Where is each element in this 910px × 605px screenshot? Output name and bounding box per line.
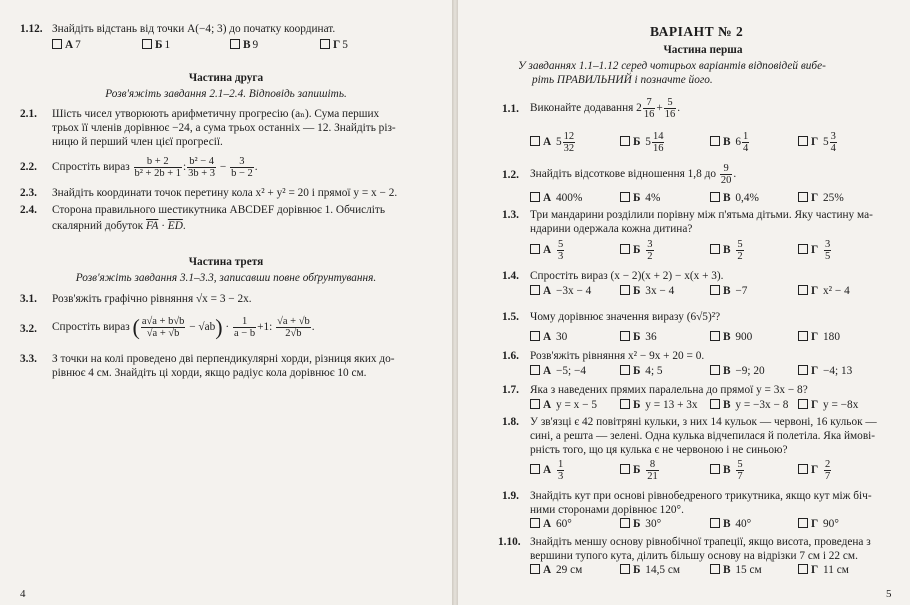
question-number: 3.3. — [20, 353, 37, 365]
option-a[interactable]: А −3x − 4 — [530, 284, 591, 298]
checkbox-icon[interactable] — [52, 39, 62, 49]
checkbox-icon[interactable] — [798, 244, 808, 254]
option-b[interactable]: Б 3x − 4 — [620, 284, 674, 298]
option-c[interactable]: В −7 — [710, 284, 747, 298]
question-text-line: вершини тупого кута, ділить більшу основу на відрізки 7 см і 22 см. — [530, 550, 858, 562]
question-text: Знайдіть відстань від точки A(−4; 3) до початку координат. — [52, 23, 336, 35]
checkbox-icon[interactable] — [620, 136, 630, 146]
option-a[interactable]: А 30 — [530, 330, 567, 344]
variant-title: ВАРІАНТ № 2 — [650, 24, 744, 39]
question-text-line: рівнює 4 см. Знайдіть ці хорди, якщо радіус кола дорівнює 10 см. — [52, 367, 367, 379]
option-c[interactable]: В $\frac{5}{7}$ — [710, 456, 745, 484]
option-d[interactable]: Г 5 — [320, 38, 348, 52]
option-a[interactable]: А $\frac{1}{3}$ — [530, 456, 565, 484]
option-c[interactable]: В −9; 20 — [710, 364, 765, 378]
checkbox-icon[interactable] — [620, 192, 630, 202]
checkbox-icon[interactable] — [798, 331, 808, 341]
option-d[interactable]: Г 11 см — [798, 563, 849, 577]
option-c[interactable]: В 40° — [710, 517, 751, 531]
question-number: 1.8. — [502, 416, 519, 428]
checkbox-icon[interactable] — [620, 244, 630, 254]
part-1-instruction-line: У завданнях 1.1–1.12 серед чотирьох варіантів відповідей вибе- — [518, 60, 826, 72]
option-d[interactable]: Г x² − 4 — [798, 284, 850, 298]
question-text-line: трьох її членів дорівнює −24, а сума трьох останніх — 12. Знайдіть різ- — [52, 122, 396, 134]
checkbox-icon[interactable] — [230, 39, 240, 49]
option-b[interactable]: Б 30° — [620, 517, 661, 531]
question-number: 3.1. — [20, 293, 37, 305]
option-c[interactable]: В 6 $\frac{1}{4}$ — [710, 128, 750, 156]
checkbox-icon[interactable] — [710, 365, 720, 375]
option-d[interactable]: Г y = −8x — [798, 398, 858, 412]
option-d[interactable]: Г −4; 13 — [798, 364, 852, 378]
checkbox-icon[interactable] — [620, 331, 630, 341]
option-b[interactable]: Б y = 13 + 3x — [620, 398, 698, 412]
option-a[interactable]: А 29 см — [530, 563, 582, 577]
question-text-line: сині, а решта — зелені. Одна кулька відчепилася й полетіла. Яка ймові- — [530, 430, 876, 442]
checkbox-icon[interactable] — [798, 518, 808, 528]
right-page — [458, 0, 910, 605]
question-number: 1.6. — [502, 350, 519, 362]
question-number: 1.10. — [498, 536, 521, 548]
question-number: 2.4. — [20, 204, 37, 216]
fraction: $\frac{√a + √b}{2√b}$ — [277, 315, 310, 339]
question-number: 1.9. — [502, 490, 519, 502]
question-number: 1.1. — [502, 103, 519, 115]
question-text-line: Шість чисел утворюють арифметичну прогресію (aₙ). Сума перших — [52, 108, 380, 120]
question-expression: Виконайте додавання 2 $\frac{7}{16}$ + $\frac{5}{16}$ . — [530, 96, 681, 120]
checkbox-icon[interactable] — [530, 285, 540, 295]
checkbox-icon[interactable] — [620, 464, 630, 474]
option-d[interactable]: Г 5 $\frac{3}{4}$ — [798, 128, 838, 156]
left-page — [0, 0, 452, 605]
checkbox-icon[interactable] — [710, 399, 720, 409]
checkbox-icon[interactable] — [530, 244, 540, 254]
option-b[interactable]: Б $\frac{3}{2}$ — [620, 236, 655, 264]
checkbox-icon[interactable] — [142, 39, 152, 49]
part-3-instruction: Розв'яжіть завдання 3.1–3.3, записавши повне обґрунтування. — [75, 272, 377, 284]
question-number: 3.2. — [20, 323, 37, 335]
option-c[interactable]: В $\frac{5}{2}$ — [710, 236, 745, 264]
option-a[interactable]: А 60° — [530, 517, 572, 531]
checkbox-icon[interactable] — [620, 285, 630, 295]
question-number: 2.1. — [20, 108, 37, 120]
page-number: 4 — [20, 588, 26, 600]
question-number: 2.2. — [20, 161, 37, 173]
fraction: $\frac{1}{a - b}$ — [234, 315, 256, 339]
question-number: 1.5. — [502, 311, 519, 323]
checkbox-icon[interactable] — [710, 244, 720, 254]
option-d[interactable]: Г 180 — [798, 330, 840, 344]
option-c[interactable]: В y = −3x − 8 — [710, 398, 788, 412]
part-3-title: Частина третя — [188, 256, 264, 268]
question-text-line: З точки на колі проведено дві перпендикулярні хорди, різниця яких до- — [52, 353, 395, 365]
checkbox-icon[interactable] — [530, 518, 540, 528]
option-c[interactable]: В 0,4% — [710, 191, 759, 205]
checkbox-icon[interactable] — [798, 399, 808, 409]
checkbox-icon[interactable] — [710, 192, 720, 202]
option-c[interactable]: В 15 см — [710, 563, 762, 577]
question-text-line: ндарини одержала кожна дитина? — [530, 223, 693, 235]
question-expression: Спростіть вираз $\frac{b + 2}{\text{b² + 2b + 1}}$ : $\frac{\text{b² − 4}}{3b + 3}$ − $\frac{3}{b - 2}$ . — [52, 155, 258, 179]
question-number: 1.3. — [502, 209, 519, 221]
option-b[interactable]: Б 36 — [620, 330, 657, 344]
part-1-title: Частина перша — [663, 44, 743, 56]
checkbox-icon[interactable] — [710, 285, 720, 295]
option-b[interactable]: Б 1 — [142, 38, 170, 52]
option-c[interactable]: В 900 — [710, 330, 752, 344]
question-text: Яка з наведених прямих паралельна до прямої y = 3x − 8? — [530, 384, 808, 396]
option-b[interactable]: Б 4; 5 — [620, 364, 663, 378]
question-text-line: скалярний добуток $\overline{FA} \cdot \overline{ED}$. — [52, 220, 186, 232]
question-text-line: Знайдіть меншу основу рівнобічної трапеції, якщо висота, проведена з — [530, 536, 871, 548]
option-c[interactable]: В 9 — [230, 38, 258, 52]
checkbox-icon[interactable] — [620, 399, 630, 409]
question-text-line: Сторона правильного шестикутника ABCDEF дорівнює 1. Обчисліть — [52, 204, 385, 216]
option-a[interactable]: А −5; −4 — [530, 364, 586, 378]
checkbox-icon[interactable] — [798, 285, 808, 295]
part-2-instruction: Розв'яжіть завдання 2.1–2.4. Відповідь запишіть. — [105, 88, 347, 100]
checkbox-icon[interactable] — [710, 136, 720, 146]
option-b[interactable]: Б 4% — [620, 191, 660, 205]
question-number: 1.2. — [502, 169, 519, 181]
part-1-instruction-line: ріть ПРАВИЛЬНИЙ і позначте його. — [532, 74, 713, 86]
fraction: $\frac{a√a + b√b}{√a + √b}$ — [141, 315, 185, 339]
checkbox-icon[interactable] — [530, 365, 540, 375]
question-number: 1.12. — [20, 23, 43, 35]
part-2-title: Частина друга — [188, 72, 264, 84]
question-text-line: Знайдіть кут при основі рівнобедреного трикутника, якщо кут між біч- — [530, 490, 872, 502]
option-d[interactable]: Г 25% — [798, 191, 844, 205]
question-text: Знайдіть координати точок перетину кола x² + y² = 20 і прямої y = x − 2. — [52, 187, 398, 199]
option-d[interactable]: Г $\frac{2}{7}$ — [798, 456, 832, 484]
checkbox-icon[interactable] — [530, 331, 540, 341]
checkbox-icon[interactable] — [620, 564, 630, 574]
checkbox-icon[interactable] — [710, 464, 720, 474]
checkbox-icon[interactable] — [798, 564, 808, 574]
checkbox-icon[interactable] — [710, 331, 720, 341]
question-text: Розв'яжіть графічно рівняння √x = 3 − 2x. — [52, 293, 252, 305]
checkbox-icon[interactable] — [798, 136, 808, 146]
option-a[interactable]: А 400% — [530, 191, 582, 205]
question-number: 2.3. — [20, 187, 37, 199]
question-text-line: ницю й перший член цієї прогресії. — [52, 136, 223, 148]
checkbox-icon[interactable] — [798, 365, 808, 375]
checkbox-icon[interactable] — [530, 192, 540, 202]
option-d[interactable]: Г $\frac{3}{5}$ — [798, 236, 832, 264]
option-b[interactable]: Б 5 $\frac{14}{16}$ — [620, 128, 665, 156]
question-expression: Знайдіть відсоткове відношення 1,8 до $\frac{9}{20}$ . — [530, 162, 737, 186]
question-number: 1.4. — [502, 270, 519, 282]
checkbox-icon[interactable] — [530, 464, 540, 474]
checkbox-icon[interactable] — [798, 464, 808, 474]
checkbox-icon[interactable] — [798, 192, 808, 202]
checkbox-icon[interactable] — [530, 399, 540, 409]
checkbox-icon[interactable] — [710, 564, 720, 574]
question-text: Спростіть вираз (x − 2)(x + 2) − x(x + 3). — [530, 270, 724, 282]
question-text-line: Три мандарини розділили порівну між п'ятьма дітьми. Яку частину ма- — [530, 209, 873, 221]
option-a[interactable]: А 7 — [52, 38, 81, 52]
option-a[interactable]: А $\frac{5}{3}$ — [530, 236, 565, 264]
option-b[interactable]: Б 14,5 см — [620, 563, 680, 577]
checkbox-icon[interactable] — [530, 136, 540, 146]
checkbox-icon[interactable] — [710, 518, 720, 528]
question-text: Розв'яжіть рівняння x² − 9x + 20 = 0. — [530, 350, 705, 362]
option-a[interactable]: А 5 $\frac{12}{32}$ — [530, 128, 576, 156]
question-text: Чому дорівнює значення виразу (6√5)²? — [530, 311, 721, 323]
question-expression: Спростіть вираз ( $\frac{a√a + b√b}{√a + √b}$ − √ab) · $\frac{1}{a - b}$ +1: $\frac{√a + √b}{2√b}$ . — [52, 314, 315, 340]
question-text-line: ними сторонами дорівнює 120°. — [530, 504, 684, 516]
checkbox-icon[interactable] — [530, 564, 540, 574]
option-d[interactable]: Г 90° — [798, 517, 839, 531]
fraction: $\frac{\text{b² − 4}}{3b + 3}$ — [188, 155, 216, 179]
question-text-line: рність того, що ця кулька є не червоною і не синьою? — [530, 444, 788, 456]
fraction: $\frac{3}{b - 2}$ — [231, 155, 253, 179]
fraction: $\frac{b + 2}{\text{b² + 2b + 1}}$ — [134, 155, 181, 179]
checkbox-icon[interactable] — [620, 518, 630, 528]
checkbox-icon[interactable] — [620, 365, 630, 375]
question-text-line: У зв'язці є 42 повітряні кульки, з них 14 кульок — червоні, 16 кульок — — [530, 416, 877, 428]
question-number: 1.7. — [502, 384, 519, 396]
page-number: 5 — [886, 588, 892, 600]
checkbox-icon[interactable] — [320, 39, 330, 49]
option-b[interactable]: Б $\frac{8}{21}$ — [620, 456, 660, 484]
option-a[interactable]: А y = x − 5 — [530, 398, 597, 412]
